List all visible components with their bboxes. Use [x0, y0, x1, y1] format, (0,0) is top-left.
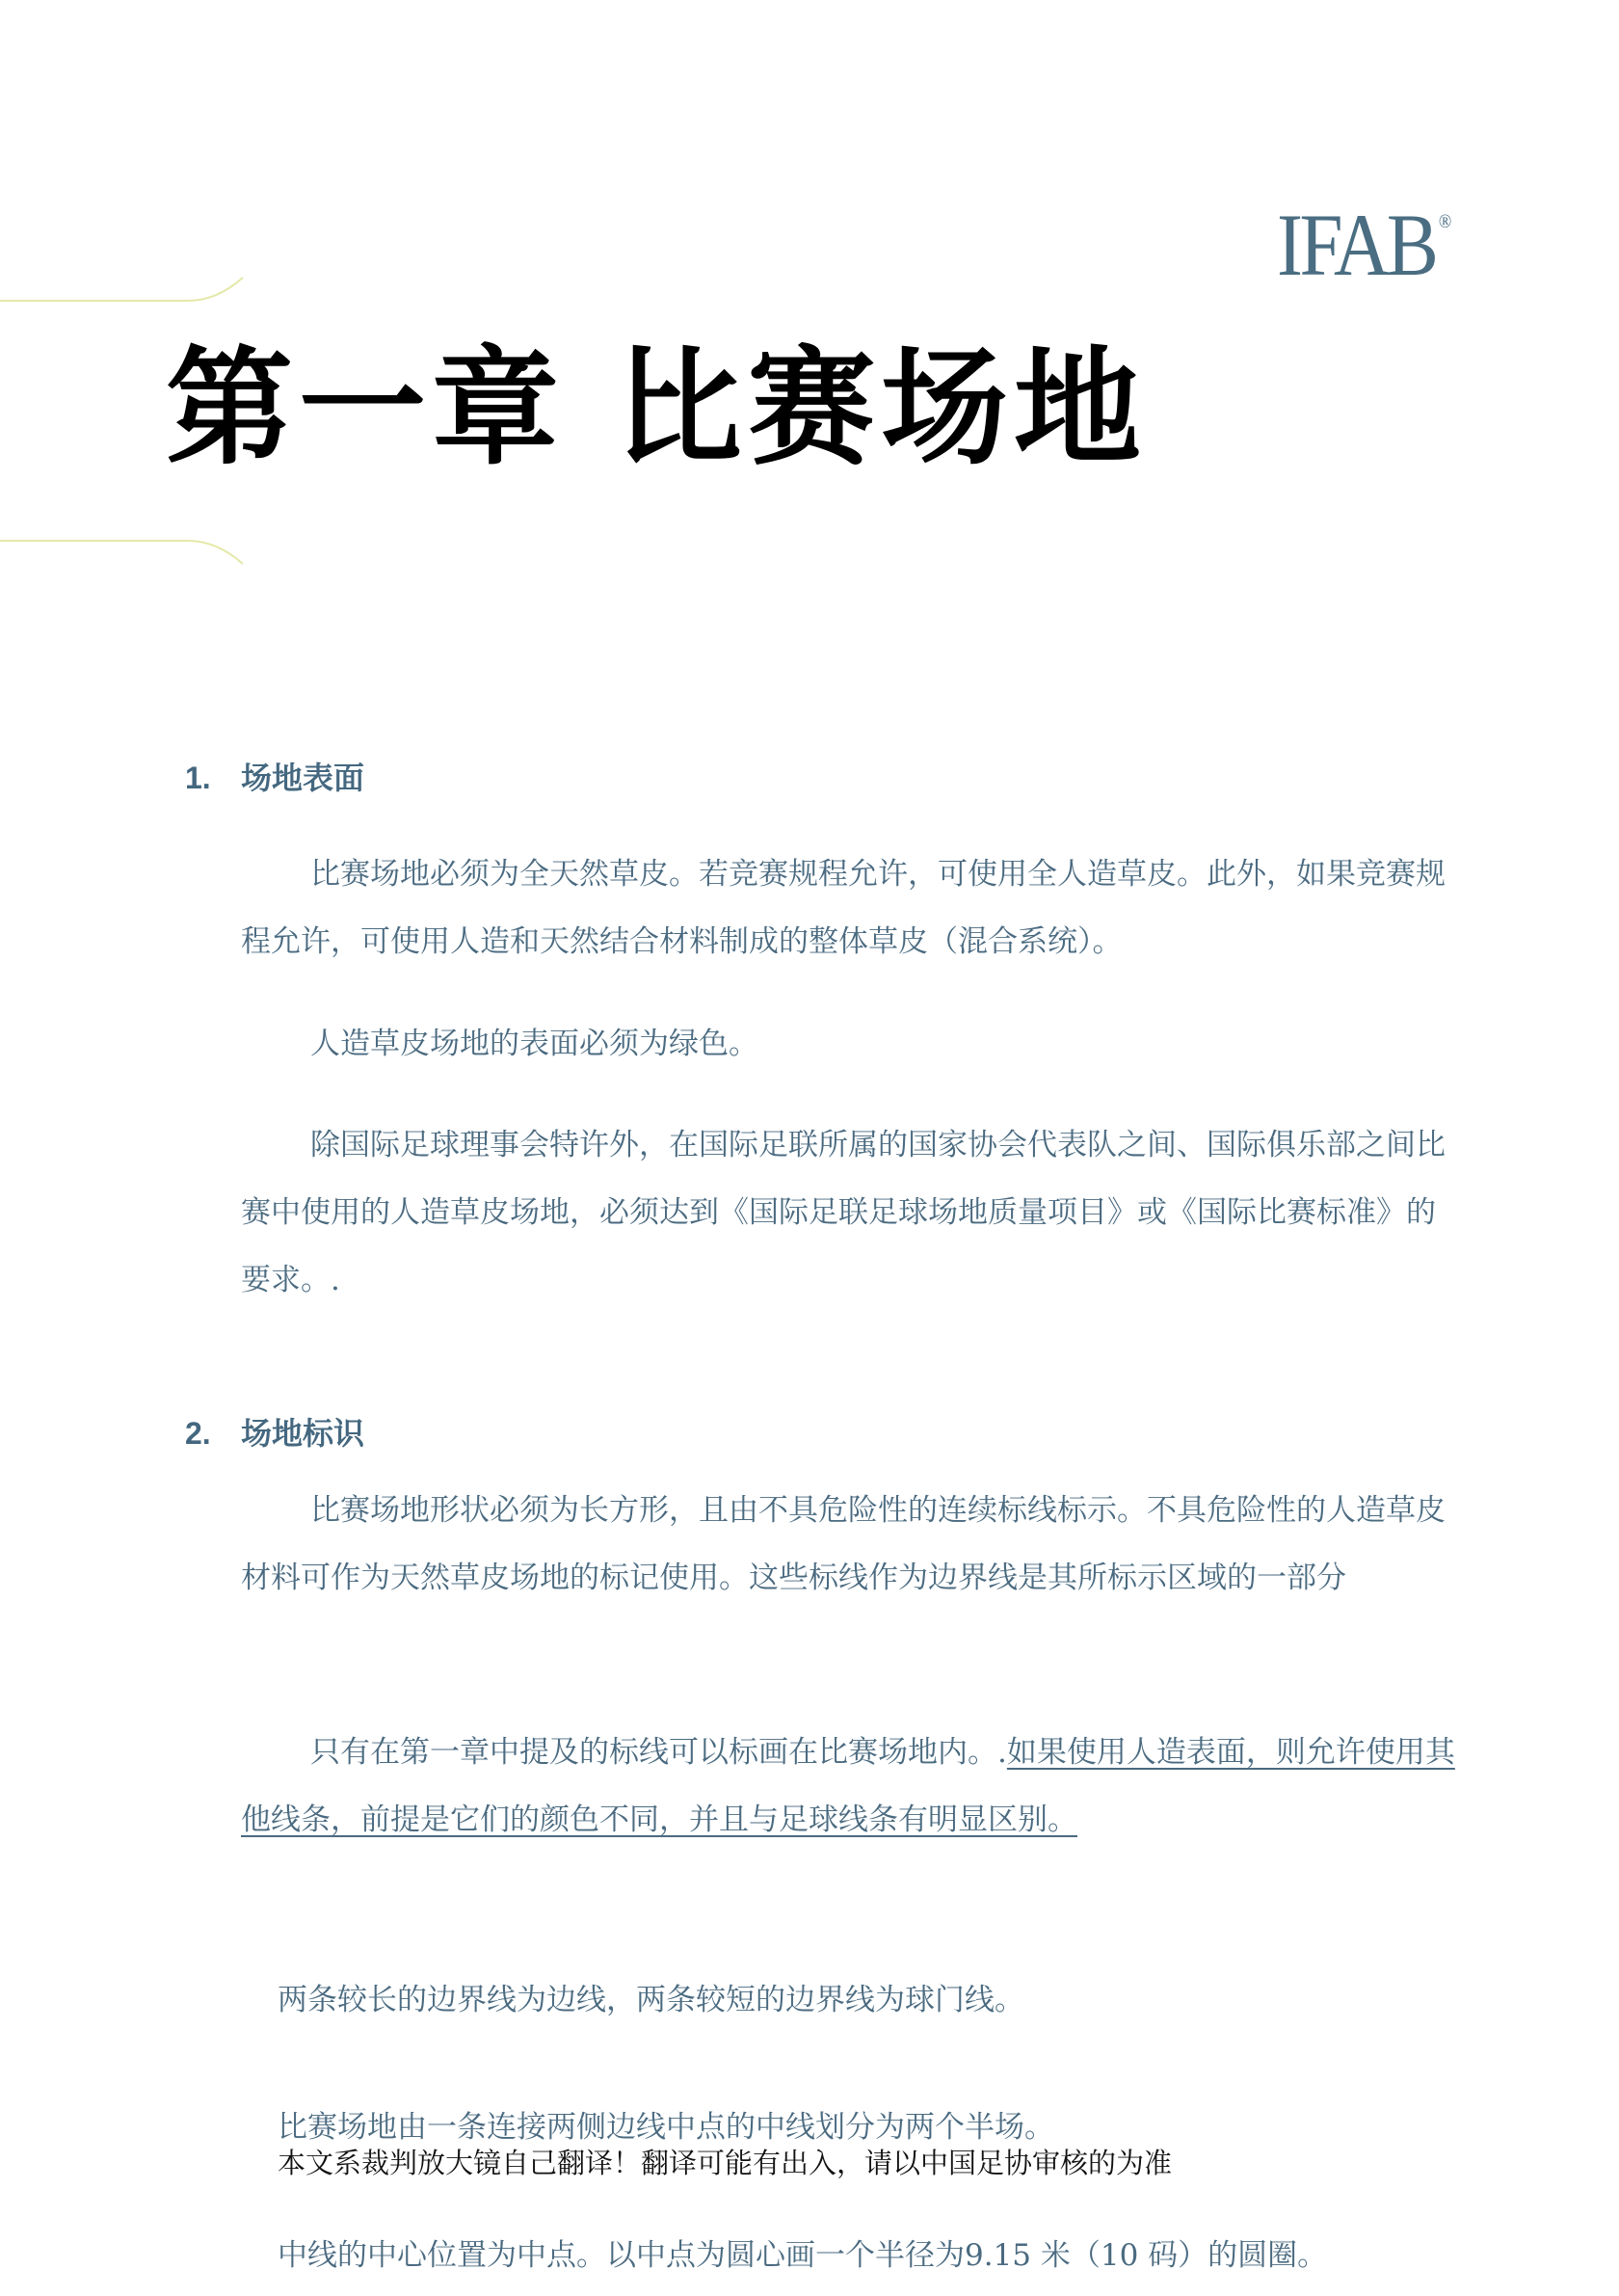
logo-text: IFAB: [1277, 196, 1436, 294]
paragraph: 除国际足球理事会特许外，在国际足联所属的国家协会代表队之间、国际俱乐部之间比赛中使用的人造草皮场地，必须达到《国际足联足球场地质量项目》或《国际比赛标准》的要求。.: [241, 1128, 1446, 1297]
paragraph: 中线的中心位置为中点。以中点为圆心画一个半径为9.15 米（10 码）的圆圈。: [278, 2238, 1328, 2273]
paragraph-with-underline: [241, 1719, 1455, 1854]
paragraph: 比赛场地必须为全天然草皮。若竞赛规程允许，可使用全人造草皮。此外，如果竞赛规程允许，可使用人造和天然结合材料制成的整体草皮（混合系统）。: [241, 857, 1446, 959]
section-title: 场地标识: [241, 1416, 365, 1451]
section-heading-2: [185, 1409, 364, 1454]
decorative-line-bottom: [0, 538, 251, 567]
chapter-title: 第一章 比赛场地: [166, 334, 1147, 483]
decorative-line-top: [0, 275, 251, 304]
paragraph: 比赛场地由一条连接两侧边线中点的中线划分为两个半场。: [278, 2110, 1054, 2145]
underlined-text: 如果使用人造表面，则允许使用其他线条，前提是它们的颜色不同，并且与足球线条有明显区别。: [241, 1735, 1455, 1837]
paragraph-plain-text: 只有在第一章中提及的标线可以标画在比赛场地内。.: [310, 1735, 1007, 1770]
registered-mark: ®: [1438, 211, 1452, 232]
ifab-logo: [1277, 196, 1452, 294]
translator-note: 本文系裁判放大镜自己翻译！翻译可能有出入，请以中国足协审核的为准: [278, 2147, 1173, 2179]
section-number: 2.: [185, 1416, 211, 1451]
section-title: 场地表面: [241, 761, 365, 795]
paragraph: 比赛场地形状必须为长方形，且由不具危险性的连续标线标示。不具危险性的人造草皮材料可作为天然草皮场地的标记使用。这些标线作为边界线是其所标示区域的一部分: [241, 1493, 1446, 1595]
paragraph: 人造草皮场地的表面必须为绿色。: [310, 1027, 758, 1061]
section-heading-1: [185, 754, 364, 798]
section-number: 1.: [185, 761, 211, 795]
paragraph: 两条较长的边界线为边线，两条较短的边界线为球门线。: [278, 1983, 1024, 2017]
